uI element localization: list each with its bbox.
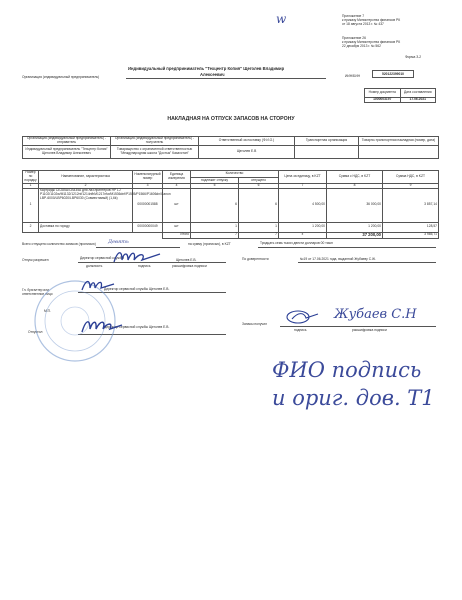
responsible-person: Щеголев Е.В — [199, 146, 295, 159]
annex-7-line: к приказу Министерства финансов РК — [342, 18, 401, 22]
total-qty-label: Всего отпущено количество запасов (прописью) — [22, 242, 96, 246]
accountant-title: Директор сервисной службы Щеголев Е.В. — [104, 287, 170, 291]
receiver-name: Товарищество с ограниченной ответственностью "Международная школа "Достык" Казахстан" — [111, 146, 199, 159]
col-number: 7 — [279, 183, 327, 188]
col-number: 2 — [39, 183, 133, 188]
doc-number: 1000003197 — [365, 98, 401, 103]
org-underline — [126, 78, 326, 79]
header-nom: Номенклатурный номер — [133, 171, 163, 184]
total-sum-label: на сумму (прописью), в KZT — [188, 242, 231, 246]
signature-permitted — [112, 248, 162, 266]
row-qty2: 6 — [239, 188, 279, 222]
row-qty1: 6 — [191, 188, 239, 222]
row-name: Доставка по городу — [39, 222, 133, 232]
received-caption-signature: подпись — [294, 328, 307, 332]
handwritten-mark: w — [276, 12, 287, 26]
annex-7-line: Приложение 7 — [342, 14, 365, 18]
row-price: 1 200,00 — [279, 222, 327, 232]
col-number: 6 — [239, 183, 279, 188]
caption-signature: подпись — [138, 264, 151, 268]
row-nom: 00000000049 — [133, 222, 163, 232]
total-qty2: 7 — [239, 232, 279, 238]
table-row — [23, 188, 439, 222]
total-row — [23, 232, 439, 238]
parties-table — [22, 136, 439, 159]
signature-accountant — [80, 276, 116, 294]
transport-org — [295, 146, 359, 159]
released-label: Отпустил — [28, 330, 43, 334]
annex-26-line: Приложение 26 — [342, 36, 366, 40]
accountant-label: Гл. бухгалтер или ответственное лицо — [22, 288, 53, 296]
row-nom: 00000001588 — [133, 188, 163, 222]
header-qty-released: отпущено — [239, 178, 279, 183]
mp-label: М.П. — [44, 309, 51, 313]
row-name: Картридж CE285A/CB435A для лаз.принтеров HP LJ P1102/1102w/M1132/1212nf/1214nfhM1217nfw/M1536dnf/P1505/P1566/P1606dn/Canon LBP-6000/LBP6020/LBP6030 (Совместимый) (1,6k) — [39, 188, 133, 222]
col-number: 9 — [383, 183, 439, 188]
handwritten-note-line2: и ориг. дов. Т1 — [272, 386, 435, 410]
received-label: Запасы получил — [242, 322, 267, 326]
proxy-underline — [298, 262, 436, 263]
annex-7-line: от 18 августа 2013 г. № 437 — [342, 22, 384, 26]
annex-26-block — [342, 36, 400, 48]
row-unit: шт — [163, 222, 191, 232]
total-sum: 37 200,00 — [327, 232, 383, 238]
org-label: Организация (индивидуальный предприниматель) — [22, 75, 100, 79]
org-name-line2: Алексеевич — [200, 72, 225, 77]
doc-number-box — [364, 88, 436, 103]
row-price: 4 500,00 — [279, 188, 327, 222]
doc-date-label: Дата составления — [400, 89, 436, 98]
total-qty1: 7 — [191, 232, 239, 238]
header-qty: Количество — [191, 171, 279, 178]
total-qty-words: Девять — [108, 239, 129, 245]
header-unit: Единица измерения — [163, 171, 191, 184]
doc-number-label: Номер документа — [365, 89, 401, 98]
header-price: Цена за единицу, в KZT — [279, 171, 327, 184]
row-unit: шт — [163, 188, 191, 222]
header-vat: Сумма НДС, в KZT — [383, 171, 439, 184]
caption-position: должность — [86, 264, 103, 268]
parties-header: Товарно-транспортная накладная (номер, дата) — [359, 137, 439, 146]
sender-name: Индивидуальный предприниматель "Техцентр Копия" Щеголев Владимир Алексеевич — [23, 146, 111, 159]
col-number: 3 — [133, 183, 163, 188]
annex-26-line: к приказу Министерства финансов РК — [342, 40, 401, 44]
form-label: Форма З-2 — [405, 55, 422, 59]
header-sum: Сумма с НДС, в KZT — [327, 171, 383, 184]
annex-7-block — [342, 14, 400, 26]
permitted-name: Щеголев Е.В. — [176, 258, 197, 262]
header-name: Наименование, характеристика — [39, 171, 133, 184]
col-number: 8 — [327, 183, 383, 188]
row-no: 1 — [23, 188, 39, 222]
signature-released — [80, 316, 124, 336]
parties-header: Организация (индивидуальный предприниматель) - отправитель — [23, 137, 111, 146]
row-vat: 128,57 — [383, 222, 439, 232]
received-caption-decipher: расшифровка подписи — [352, 328, 387, 332]
parties-header: Организация (индивидуальный предприниматель) - получатель — [111, 137, 199, 146]
permitted-label: Отпуск разрешен — [22, 258, 49, 262]
org-name-line1: Индивидуальный предприниматель "Техцентр Копия" Щеголев Владимир — [128, 66, 285, 71]
handwritten-note-line1: ФИО подпись — [272, 358, 422, 382]
total-sum-underline — [258, 247, 436, 248]
parties-header: Ответственный за поставку (Ф.И.О.) — [199, 137, 295, 146]
parties-header: Транспортная организация — [295, 137, 359, 146]
row-sum: 1 200,00 — [327, 222, 383, 232]
caption-decipher: расшифровка подписи — [172, 264, 207, 268]
total-label: Итого — [163, 232, 191, 238]
row-no: 2 — [23, 222, 39, 232]
row-sum: 36 000,00 — [327, 188, 383, 222]
proxy-label: По доверенности — [242, 257, 269, 261]
permitted-title: Директор сервисной службы — [80, 256, 125, 260]
header-no: Номер по порядку — [24, 170, 37, 182]
row-qty2: 1 — [239, 222, 279, 232]
received-name: Жубаев С.Н — [334, 307, 417, 322]
total-sum-words: Тридцать семь тысяч двести долларов 00 тиын — [260, 241, 333, 245]
row-qty1: 1 — [191, 222, 239, 232]
proxy-value: №19 от 17.06.2021 года, выданной Жубаеву С.Ж. — [300, 257, 376, 261]
released-title: Директор сервисной службы Щеголев Е.В. — [104, 325, 170, 329]
total-price: х — [279, 232, 327, 238]
annex-26-line: 22 декабря 2013 г. № 562 — [342, 44, 381, 48]
col-number: 1 — [23, 183, 39, 188]
header-qty-to-release: подлежит отпуску — [191, 178, 239, 183]
table-row — [23, 222, 439, 232]
row-vat: 3 857,14 — [383, 188, 439, 222]
total-vat: 3 985,71 — [383, 232, 439, 238]
items-table — [22, 170, 439, 239]
iin-label: ИИН/БИН — [345, 74, 360, 78]
signature-received — [284, 308, 320, 326]
col-number: 4 — [163, 183, 191, 188]
col-number: 5 — [191, 183, 239, 188]
waybill — [359, 146, 439, 159]
iin-value: 520122399010 — [372, 70, 414, 78]
doc-date: 17.06.2021 — [400, 98, 436, 103]
document-title: НАКЛАДНАЯ НА ОТПУСК ЗАПАСОВ НА СТОРОНУ — [167, 116, 295, 122]
received-underline — [280, 326, 436, 327]
